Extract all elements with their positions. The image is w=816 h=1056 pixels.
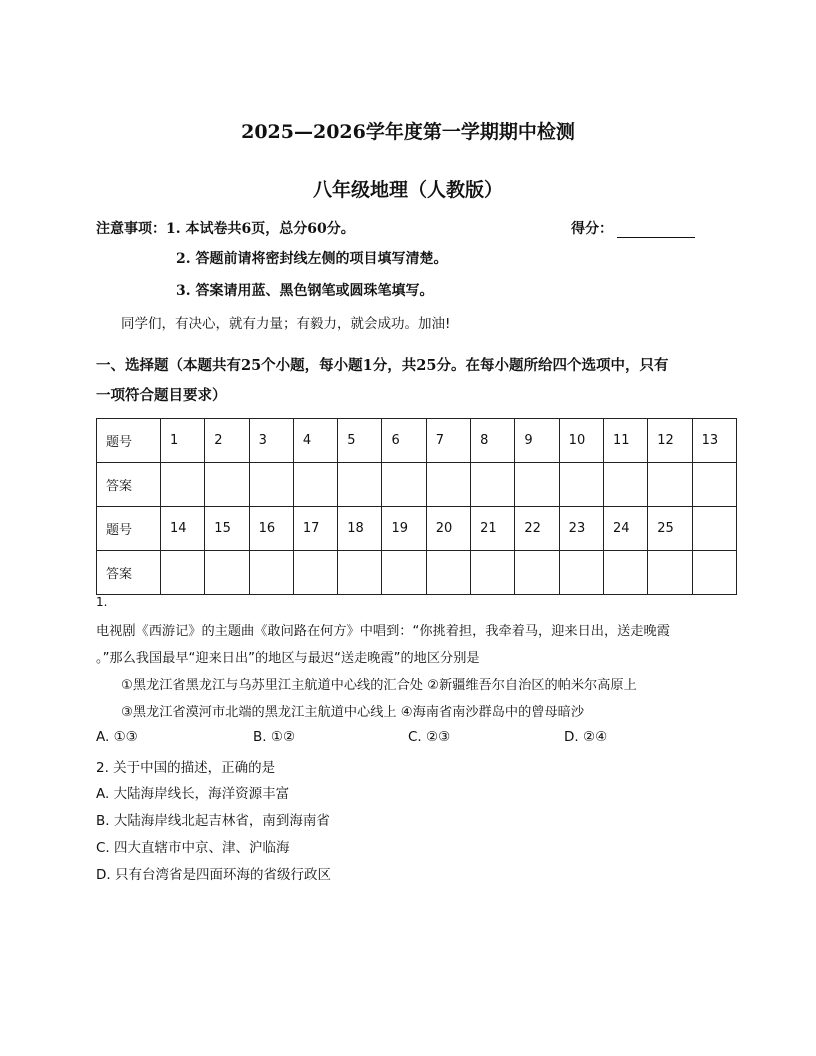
table-cell: 18 [338,507,382,551]
exam-title: 2025—2026学年度第一学期期中检测 [241,121,575,143]
table-cell: 1 [161,419,205,463]
encouragement-text: 同学们，有决心，就有力量；有毅力，就会成功。加油! [121,316,451,332]
q1-choice-d[interactable]: D. ②④ [564,729,608,745]
table-cell: 题号 [97,507,161,551]
table-cell: 3 [249,419,293,463]
answer-cell[interactable] [471,551,515,595]
answer-cell[interactable] [205,551,249,595]
table-cell: 4 [293,419,337,463]
section-heading-line1: 一、选择题（本题共有25个小题，每小题1分，共25分。在每小题所给四个选项中，只有 [96,357,669,374]
answer-cell[interactable] [603,551,647,595]
q1-choice-a[interactable]: A. ①③ [96,729,138,745]
table-cell: 6 [382,419,426,463]
answer-cell[interactable] [515,551,559,595]
table-cell: 答案 [97,463,161,507]
answer-cell[interactable] [338,551,382,595]
answer-cell[interactable] [249,551,293,595]
answer-cell[interactable] [471,463,515,507]
table-cell: 8 [471,419,515,463]
answer-cell[interactable] [293,551,337,595]
table-cell: 13 [692,419,736,463]
table-cell: 5 [338,419,382,463]
exam-subtitle: 八年级地理（人教版） [312,179,503,201]
score-label: 得分： [571,221,613,237]
answer-table [96,418,737,595]
answer-cell[interactable] [382,551,426,595]
table-cell: 24 [603,507,647,551]
table-cell: 9 [515,419,559,463]
answer-cell[interactable] [515,463,559,507]
answer-cell[interactable] [426,463,470,507]
answer-cell[interactable] [603,463,647,507]
answer-cell[interactable] [338,463,382,507]
section-heading-line2: 一项符合题目要求） [96,387,227,404]
notes-block [96,218,355,238]
q1-stem-line2: 。”那么我国最早“迎来日出”的地区与最迟“送走晚霞”的地区分别是 [96,651,480,666]
notes-item-1: 1. 本试卷共6页，总分60分。 [166,221,355,237]
answer-cell[interactable] [648,551,692,595]
table-cell: 17 [293,507,337,551]
q1-choice-c[interactable]: C. ②③ [408,729,451,745]
answer-cell[interactable] [205,463,249,507]
answer-cell[interactable] [648,463,692,507]
table-cell: 12 [648,419,692,463]
q1-stem-line1: 电视剧《西游记》的主题曲《敢问路在何方》中唱到：“你挑着担，我牵着马，迎来日出，送走晚霞 [96,624,670,639]
answer-cell[interactable] [559,463,603,507]
table-cell: 7 [426,419,470,463]
table-cell: 15 [205,507,249,551]
table-cell: 20 [426,507,470,551]
notes-item-2: 2. 答题前请将密封线左侧的项目填写清楚。 [176,251,448,267]
table-cell: 2 [205,419,249,463]
table-cell: 22 [515,507,559,551]
answer-cell[interactable] [382,463,426,507]
answer-cell[interactable] [559,551,603,595]
q2-choice-a[interactable]: A. 大陆海岸线长，海洋资源丰富 [96,786,290,802]
q2-choice-c[interactable]: C. 四大直辖市中京、津、沪临海 [96,840,290,856]
table-cell: 14 [161,507,205,551]
answer-cell[interactable] [161,463,205,507]
answer-cell[interactable] [692,551,736,595]
table-cell: 21 [471,507,515,551]
notes-label: 注意事项： [96,221,166,237]
q1-choice-b[interactable]: B. ①② [253,729,296,745]
table-row [97,507,737,551]
table-cell: 19 [382,507,426,551]
q2-stem: 2. 关于中国的描述，正确的是 [96,760,276,776]
table-cell: 题号 [97,419,161,463]
table-cell: 16 [249,507,293,551]
table-cell: 11 [603,419,647,463]
table-row [97,463,737,507]
notes-item-3: 3. 答案请用蓝、黑色钢笔或圆珠笔填写。 [176,283,434,299]
q2-choice-d[interactable]: D. 只有台湾省是四面环海的省级行政区 [96,867,331,883]
table-cell: 答案 [97,551,161,595]
table-cell [692,507,736,551]
q1-number: 1. [96,595,108,609]
answer-cell[interactable] [692,463,736,507]
q2-choice-b[interactable]: B. 大陆海岸线北起吉林省，南到海南省 [96,813,330,829]
table-cell: 23 [559,507,603,551]
table-row [97,551,737,595]
table-row [97,419,737,463]
score-blank[interactable] [617,223,695,238]
answer-cell[interactable] [249,463,293,507]
answer-cell[interactable] [293,463,337,507]
answer-cell[interactable] [161,551,205,595]
q1-option-line2: ③黑龙江省漠河市北端的黑龙江主航道中心线上 ④海南省南沙群岛中的曾母暗沙 [121,705,585,720]
score-area [571,218,695,238]
answer-cell[interactable] [426,551,470,595]
q1-option-line1: ①黑龙江省黑龙江与乌苏里江主航道中心线的汇合处 ②新疆维吾尔自治区的帕米尔高原上 [121,678,637,693]
table-cell: 25 [648,507,692,551]
table-cell: 10 [559,419,603,463]
